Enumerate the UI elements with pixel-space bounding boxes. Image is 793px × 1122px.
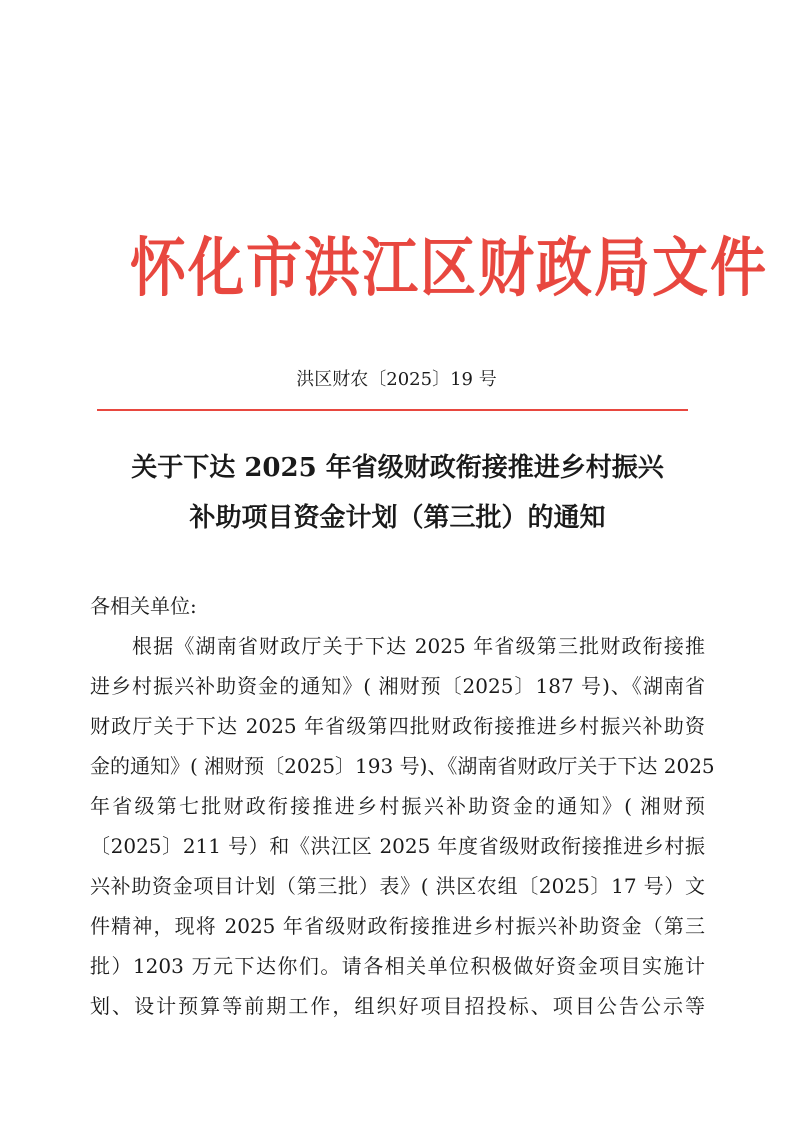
red-divider [97, 409, 688, 411]
issuing-authority-title: 怀化市洪江区财政局文件 [130, 230, 768, 306]
salutation: 各相关单位: [90, 594, 197, 618]
body-line: 年省级第七批财政衔接推进乡村振兴补助资金的通知》( 湘财预 [90, 794, 705, 818]
body-line: 根据《湖南省财政厅关于下达 2025 年省级第三批财政衔接推 [132, 634, 705, 658]
body-line: 〔2025〕211 号）和《洪江区 2025 年度省级财政衔接推进乡村振 [90, 834, 705, 858]
notice-title-line-2: 补助项目资金计划（第三批）的通知 [189, 503, 606, 533]
body-line: 批）1203 万元下达你们。请各相关单位积极做好资金项目实施计 [90, 954, 705, 978]
document-number: 洪区财农〔2025〕19 号 [296, 369, 497, 390]
body-line: 件精神，现将 2025 年省级财政衔接推进乡村振兴补助资金（第三 [90, 914, 705, 938]
body-line: 兴补助资金项目计划（第三批）表》( 洪区农组〔2025〕17 号）文 [90, 874, 705, 898]
body-line: 划、设计预算等前期工作，组织好项目招投标、项目公告公示等 [90, 994, 705, 1018]
body-line: 金的通知》( 湘财预〔2025〕193 号)、《湖南省财政厅关于下达 2025 [90, 754, 715, 778]
notice-title-line-1: 关于下达 2025 年省级财政衔接推进乡村振兴 [131, 453, 664, 483]
body-line: 财政厅关于下达 2025 年省级第四批财政衔接推进乡村振兴补助资 [90, 714, 705, 738]
body-line: 进乡村振兴补助资金的通知》( 湘财预〔2025〕187 号)、《湖南省 [90, 674, 705, 698]
